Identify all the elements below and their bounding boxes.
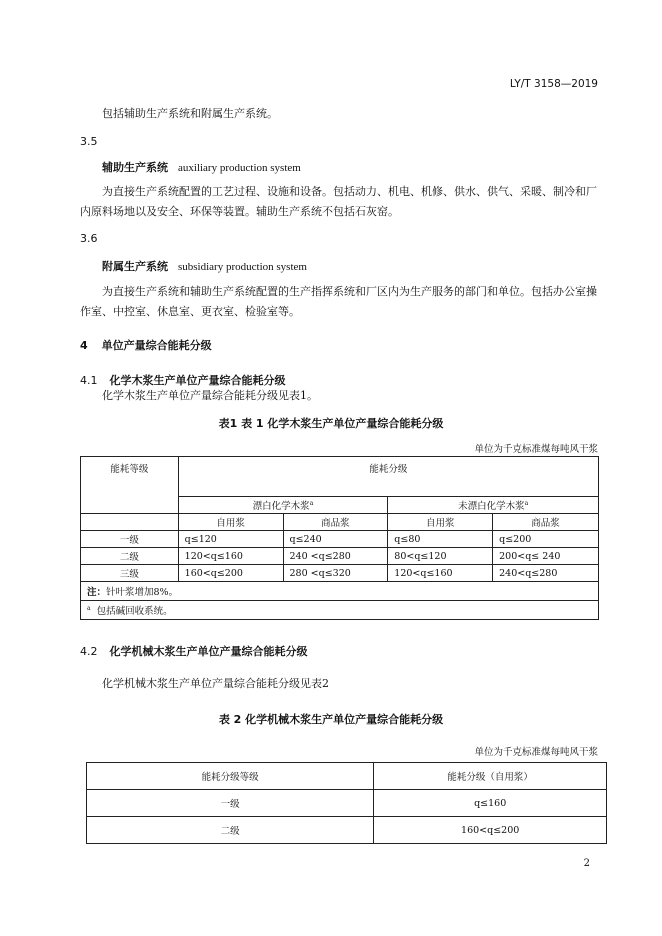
- table-1-footnote: $^a$ 包括碱回收系统。: [81, 601, 599, 620]
- cell: 240<q≤280: [493, 565, 599, 582]
- header-grade-level: 能耗分级等级: [87, 763, 374, 790]
- cell: q≤80: [388, 531, 493, 548]
- section-4-2-title: 化学机械木浆生产单位产量综合能耗分级: [109, 645, 308, 658]
- section-4-1-number: 4.1: [80, 374, 98, 387]
- table-1-caption: 表1 表 1 化学木浆生产单位产量综合能耗分级: [218, 417, 444, 430]
- header-unbleached: 未漂白化学木浆$^a$: [388, 497, 599, 514]
- header-self: 自用浆: [178, 514, 283, 531]
- cell: 240 <q≤280: [283, 548, 388, 565]
- cell: 一级: [81, 531, 179, 548]
- header-grade: 能耗分级: [178, 457, 598, 497]
- header-market: 商品浆: [493, 514, 599, 531]
- cell: 二级: [87, 817, 374, 844]
- table-row: [87, 790, 607, 817]
- section-4-2-heading: [80, 643, 308, 659]
- section-3-6-definition: 为直接生产系统和辅助生产系统配置的生产指挥系统和厂区内为生产服务的部门和单位。包括办公室操作室、中控室、休息室、更衣室、检验室等。: [80, 285, 597, 318]
- cell: 120<q≤160: [178, 548, 283, 565]
- table-row: [81, 531, 599, 548]
- section-4-1-title: 化学木浆生产单位产量综合能耗分级: [109, 374, 286, 387]
- table-2: [86, 762, 607, 844]
- cell: 120<q≤160: [388, 565, 493, 582]
- section-3-5-number: 3.5: [80, 135, 98, 148]
- table-1-unit: 单位为千克标准煤每吨风干浆: [474, 444, 598, 455]
- section-4-1-text: 化学木浆生产单位产量综合能耗分级见表1。: [102, 389, 318, 402]
- cell: q≤200: [493, 531, 599, 548]
- term-en: subsidiary production system: [178, 261, 307, 273]
- section-4-2-number: 4.2: [80, 645, 98, 658]
- header-bleached: 漂白化学木浆$^a$: [178, 497, 388, 514]
- table-1: [80, 456, 599, 620]
- table-1-note: 注：针叶浆增加8%。: [81, 582, 599, 601]
- section-4-2-text: 化学机械木浆生产单位产量综合能耗分级见表2: [102, 677, 329, 690]
- term-cn: 附属生产系统: [102, 260, 168, 273]
- table-row: [81, 548, 599, 565]
- cell: q≤160: [374, 790, 607, 817]
- cell: 160<q≤200: [178, 565, 283, 582]
- header-level: 能耗等级: [81, 457, 179, 514]
- cell: 200<q≤ 240: [493, 548, 599, 565]
- term-en: auxiliary production system: [178, 162, 301, 174]
- header-grade-self: 能耗分级（自用浆）: [374, 763, 607, 790]
- cell: 80<q≤120: [388, 548, 493, 565]
- cell: 一级: [87, 790, 374, 817]
- cell: 280 <q≤320: [283, 565, 388, 582]
- table-row: [81, 565, 599, 582]
- cell: q≤240: [283, 531, 388, 548]
- section-4-heading: [80, 337, 212, 353]
- standard-number: LY/T 3158—2019: [509, 78, 598, 90]
- table-2-unit: 单位为千克标准煤每吨风干浆: [474, 747, 598, 758]
- cell: 160<q≤200: [374, 817, 607, 844]
- page-number: 2: [583, 858, 590, 869]
- cell: 二级: [81, 548, 179, 565]
- header-self: 自用浆: [388, 514, 493, 531]
- section-3-5-definition: 为直接生产系统配置的工艺过程、设施和设备。包括动力、机电、机修、供水、供气、采暖、制冷和厂内原料场地以及安全、环保等装置。辅助生产系统不包括石灰窑。: [80, 185, 597, 218]
- section-3-6-number: 3.6: [80, 232, 98, 245]
- table-2-caption: 表 2 化学机械木浆生产单位产量综合能耗分级: [218, 713, 444, 726]
- section-4-number: 4: [80, 339, 88, 352]
- header-market: 商品浆: [283, 514, 388, 531]
- term-cn: 辅助生产系统: [102, 161, 168, 174]
- section-3-6-term: [102, 257, 620, 277]
- header-empty: [81, 514, 179, 531]
- table-row: [87, 817, 607, 844]
- section-3-5-term: [102, 158, 620, 178]
- intro-paragraph: 包括辅助生产系统和附属生产系统。: [102, 107, 278, 120]
- cell: 三级: [81, 565, 179, 582]
- section-4-title: 单位产量综合能耗分级: [101, 339, 212, 352]
- cell: q≤120: [178, 531, 283, 548]
